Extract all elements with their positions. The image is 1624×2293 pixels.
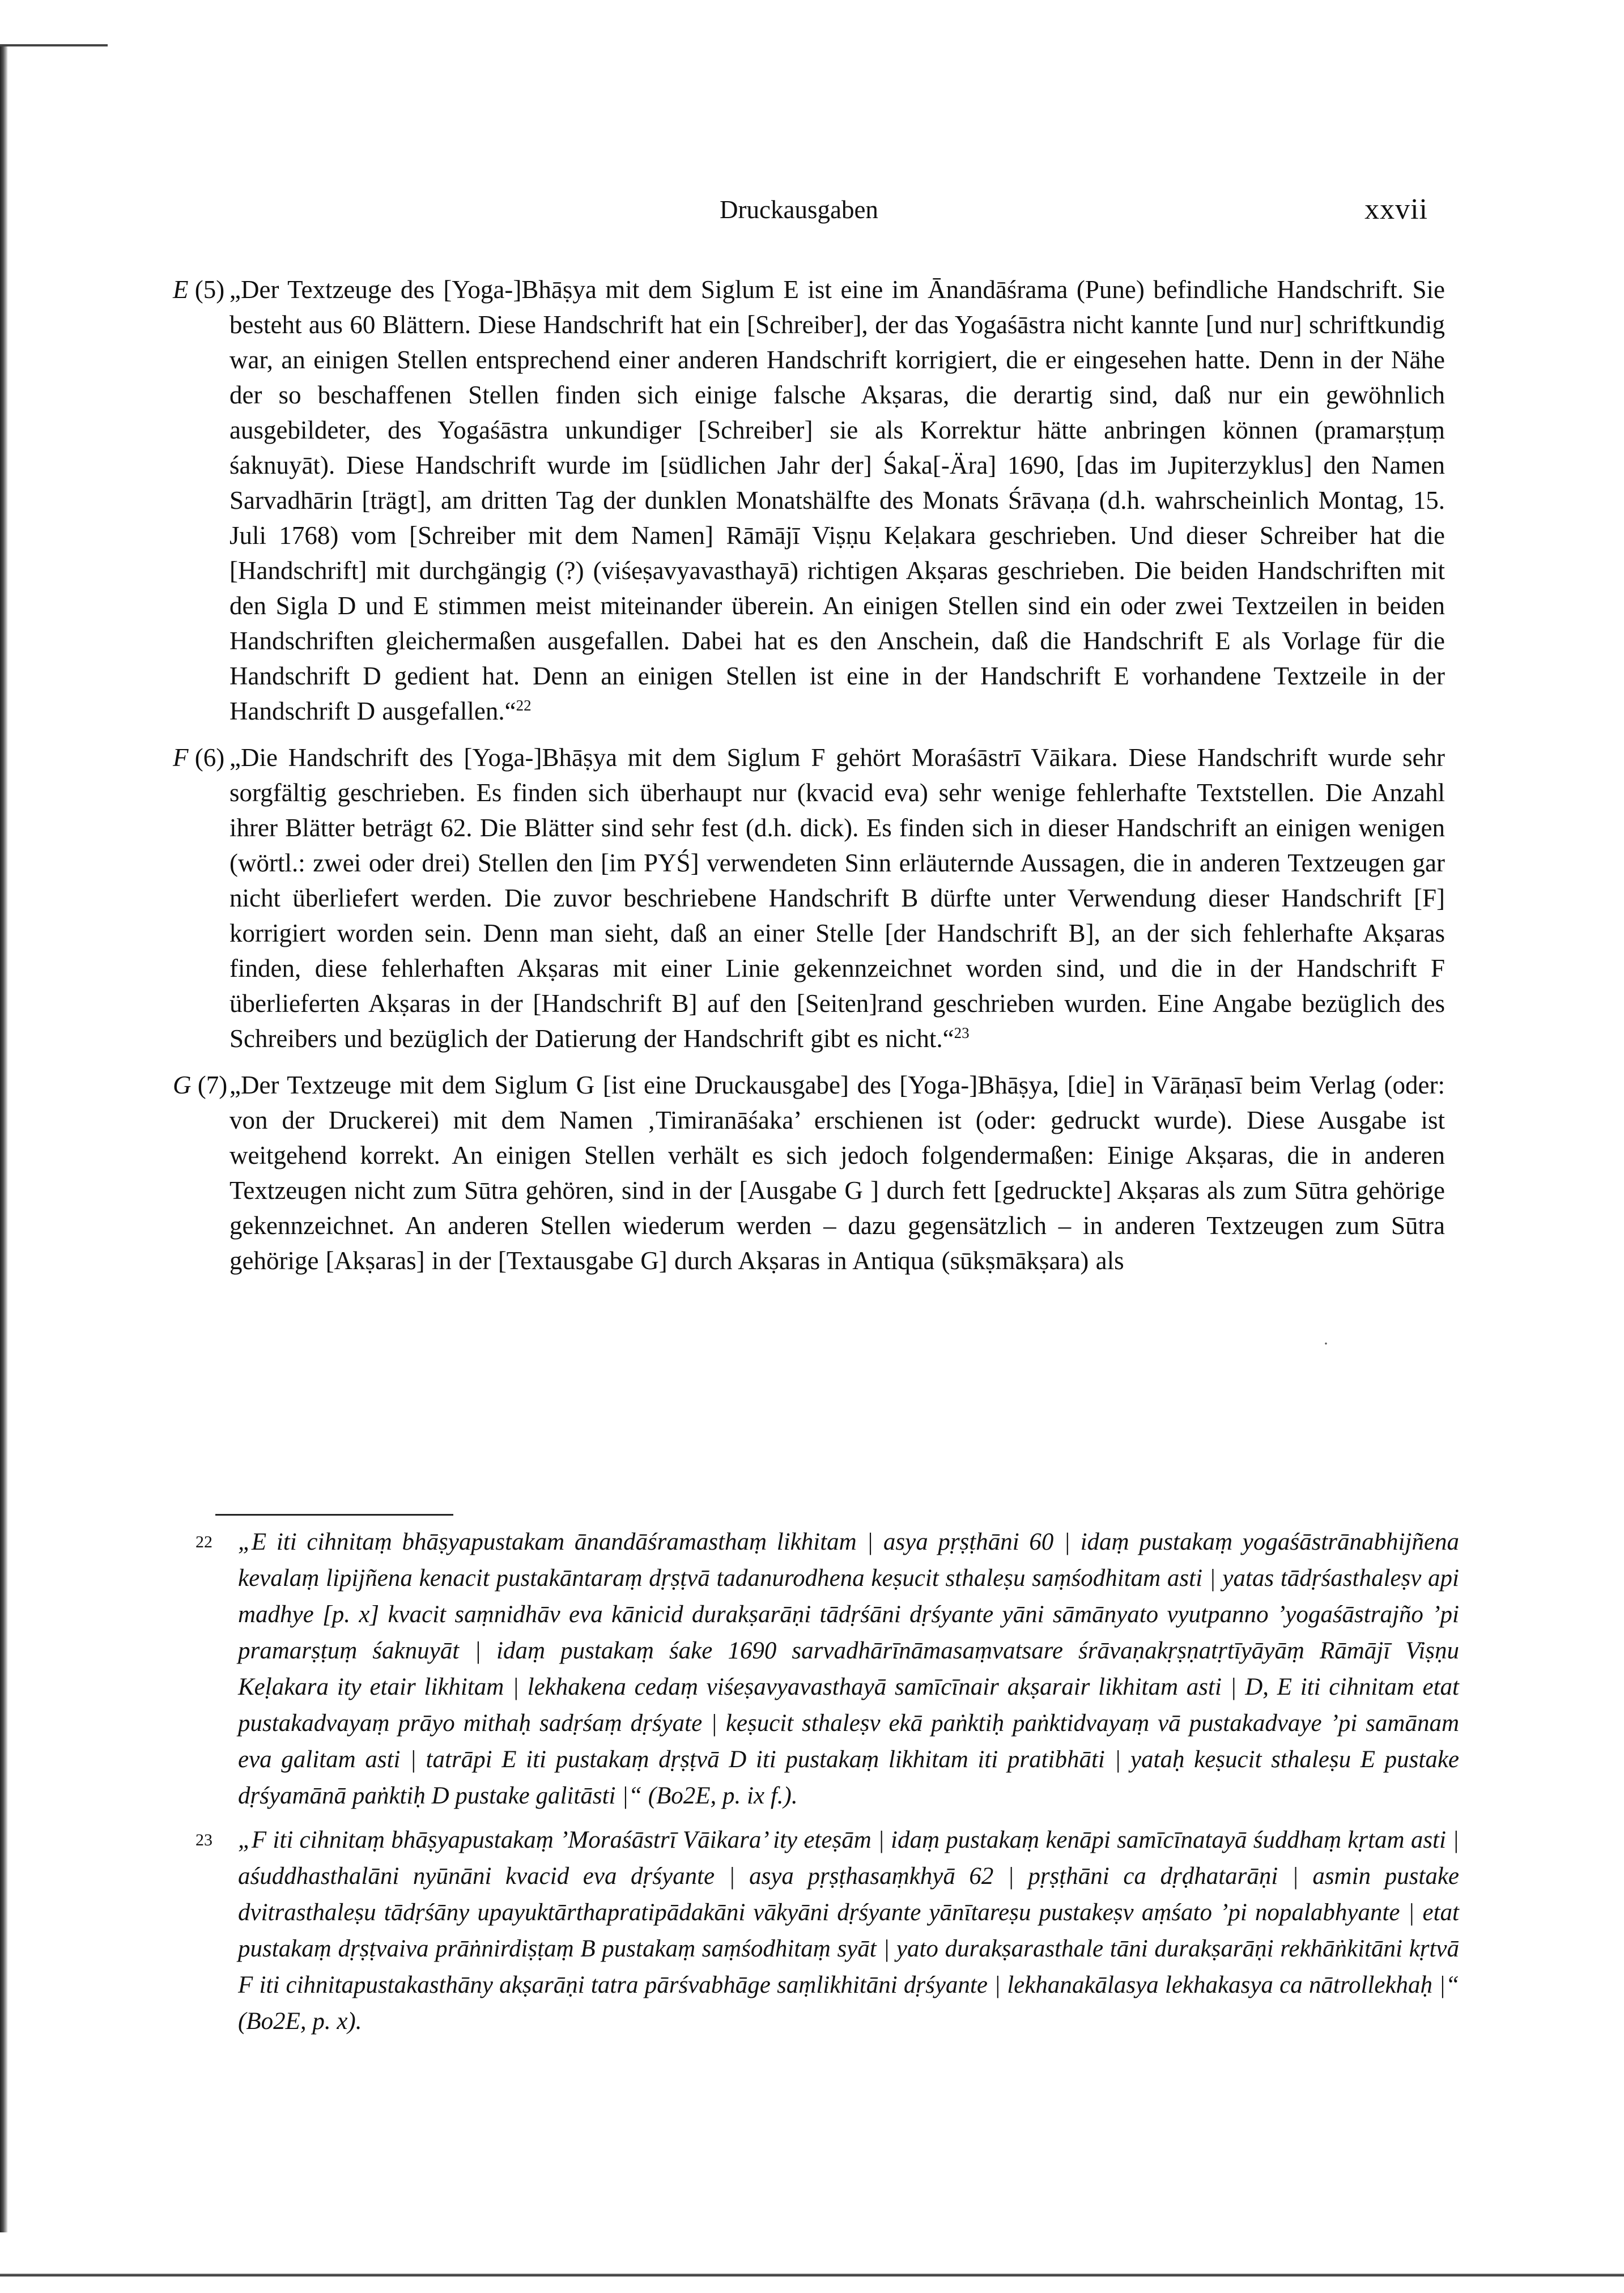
scan-speck: · xyxy=(1323,1334,1329,1353)
footnote-text: „F iti cihnitaṃ bhāṣyapustakaṃ ’Moraśāstrī Vāikara’ ity eteṣām | idaṃ pustakaṃ kenāpi samīcīnatayā śuddhaṃ kṛtam asti | aśuddhasthalāni nyūnāni kvacid eva dṛśyante | asya pṛṣṭhasaṃkhyā 62 | pṛṣṭhāni ca dṛḍhatarāṇi | asmin pustake dvitrasthaleṣu tādṛśāny upayuktārthapratipādakāni vākyāni dṛśyante yānītareṣu pustakeṣv aṃśato ’pi nopalabhyante | etat pustakaṃ dṛṣṭvaiva prāṅnirdiṣṭaṃ B pustakaṃ saṃśodhitaṃ syāt | yato durakṣarasthale tāni durakṣarāṇi rekhāṅkitāni kṛtvā F iti cihnitapustakasthāny akṣarāṇi tatra pārśvabhāge saṃlikhitāni dṛśyante | lekhanakālasya lekhakasya ca nātrollekhaḥ |“ (Bo2E, p. x). xyxy=(238,1827,1459,2035)
footnote-separator xyxy=(215,1514,453,1516)
entry-g xyxy=(173,1067,1445,1278)
entry-body: „Der Textzeuge mit dem Siglum G [ist eine Druckausgabe] des [Yoga-]Bhāṣya, [die] in Vārāṇasī beim Verlag (oder: von der Druckerei) mit dem Namen ‚Timiranāśaka’ erschienen ist (oder: gedruckt wurde). Diese Ausgabe ist weitgehend korrekt. An einigen Stellen verhält es sich jedoch folgendermaßen: Einige Akṣaras, die in anderen Textzeugen nicht zum Sūtra gehören, sind in der [Ausgabe G ] durch fett [gedruckte] Akṣaras als zum Sūtra gehörige gekennzeichnet. An anderen Stellen wiederum werden – dazu gegensätzlich – in anderen Textzeugen zum Sūtra gehörige [Akṣaras] in der [Textausgabe G] durch Akṣaras in Antiqua (sūkṣmākṣara) als xyxy=(229,1071,1445,1275)
siglum-letter: G xyxy=(173,1071,192,1099)
footnote-text: „E iti cihnitaṃ bhāṣyapustakam ānandāśramasthaṃ likhitam | asya pṛṣṭhāni 60 | idaṃ pustakaṃ yogaśāstrānabhijñena kevalaṃ lipijñena kenacit pustakāntaraṃ dṛṣṭvā tadanurodhena keṣucit sthaleṣu saṃśodhitam asti | yatas tādṛśasthaleṣv api madhye [p. x] kvacit saṃnidhāv eva kānicid durakṣarāṇi tādṛśāni dṛśyante yāni sāmānyato vyutpanno ’yogaśāstrajño ’pi pramarṣṭuṃ śaknuyāt | idaṃ pustakaṃ śake 1690 sarvadhārīnāmasaṃvatsare śrāvaṇakṛṣṇatṛtīyāyāṃ Rāmājī Viṣṇu Keḷakara ity etair likhitam | lekhakena cedaṃ viśeṣavyavasthayā samīcīnair akṣarair likhitam asti | D, E iti cihnitam etat pustakadvayaṃ prāyo mithaḥ sadṛśaṃ dṛśyate | keṣucit sthaleṣv ekā paṅktiḥ paṅktidvayaṃ vā pustakadvaye ’pi samānam eva galitam asti | tatrāpi E iti pustakaṃ dṛṣṭvā D iti pustakaṃ likhitam iti pratibhāti | yataḥ keṣucit sthaleṣu E pustake dṛśyamānā paṅktiḥ D pustake galitāsti |“ (Bo2E, p. ix f.). xyxy=(238,1529,1459,1809)
entry-text xyxy=(229,740,1445,1056)
siglum-label xyxy=(173,740,224,775)
entry-body: „Die Handschrift des [Yoga-]Bhāṣya mit dem Siglum F gehört Moraśāstrī Vāikara. Diese Handschrift wurde sehr sorgfältig geschrieben. Es finden sich überhaupt nur (kvacid eva) sehr wenige fehlerhafte Textstellen. Die Anzahl ihrer Blätter beträgt 62. Die Blätter sind sehr fest (d.h. dick). Es finden sich in dieser Handschrift an einigen wenigen (wörtl.: zwei oder drei) Stellen den [im PYŚ] verwendeten Sinn erläuternde Aussagen, die in anderen Textzeugen gar nicht überliefert werden. Die zuvor beschriebene Handschrift B dürfte unter Verwendung dieser Handschrift [F] korrigiert worden sein. Denn man sieht, daß an einer Stelle [der Handschrift B], an der sich fehlerhafte Akṣaras finden, diese fehlerhaften Akṣaras mit einer Linie gekennzeichnet worden sind, und die in der Handschrift F überlieferten Akṣaras in der [Handschrift B] auf den [Seiten]rand geschrieben wurden. Eine Angabe bezüglich des Schreibers und bezüglich der Datierung der Handschrift gibt es nicht.“ xyxy=(229,743,1445,1053)
siglum-label xyxy=(173,1067,227,1103)
entry-number: (7) xyxy=(197,1071,228,1099)
scan-left-edge xyxy=(0,45,8,2232)
siglum-letter: E xyxy=(173,275,189,304)
entry-f xyxy=(173,740,1445,1056)
entry-text xyxy=(229,1067,1445,1278)
entry-e xyxy=(173,272,1445,729)
footnotes xyxy=(195,1524,1459,2048)
siglum-letter: F xyxy=(173,743,189,772)
siglum-label xyxy=(173,272,224,307)
footnote-number: 23 xyxy=(195,1831,212,1849)
footnote-reference[interactable]: 23 xyxy=(954,1024,970,1041)
footnote-23 xyxy=(195,1822,1459,2040)
scan-bottom-edge xyxy=(0,2273,1624,2277)
page-number: xxvii xyxy=(1364,193,1428,226)
page-header xyxy=(170,190,1428,235)
footnote-number: 22 xyxy=(195,1533,212,1551)
entry-number: (6) xyxy=(194,743,225,772)
entry-text xyxy=(229,272,1445,729)
entry-body: „Der Textzeuge des [Yoga-]Bhāṣya mit dem Siglum E ist eine im Ānandāśrama (Pune) befindliche Handschrift. Sie besteht aus 60 Blättern. Diese Handschrift hat ein [Schreiber], der das Yogaśāstra nicht kannte [und nur] schriftkundig war, an einigen Stellen entsprechend einer anderen Handschrift korrigiert, die er eingesehen hatte. Denn in der Nähe der so beschaffenen Stellen finden sich einige falsche Akṣaras, die derartig sind, daß nur ein gewöhnlich ausgebildeter, des Yogaśāstra unkundiger [Schreiber] sie als Korrektur hätte anbringen können (pramarṣṭuṃ śaknuyāt). Diese Handschrift wurde im [südlichen Jahr der] Śaka[-Ära] 1690, [das im Jupiterzyklus] den Namen Sarvadhārin [trägt], am dritten Tag der dunklen Monatshälfte des Monats Śrāvaṇa (d.h. wahrscheinlich Montag, 15. Juli 1768) vom [Schreiber mit dem Namen] Rāmājī Viṣṇu Keḷakara geschrieben. Und dieser Schreiber hat die [Handschrift] mit durchgängig (?) (viśeṣavyavasthayā) richtigen Akṣaras geschrieben. Die beiden Handschriften mit den Sigla D und E stimmen meist miteinander überein. An einigen Stellen sind ein oder zwei Textzeilen in beiden Handschriften gleichermaßen ausgefallen. Dabei hat es den Anschein, daß die Handschrift E als Vorlage für die Handschrift D gedient hat. Denn an einigen Stellen ist eine in der Handschrift E vorhandene Textzeile in der Handschrift D ausgefallen.“ xyxy=(229,275,1445,725)
footnote-reference[interactable]: 22 xyxy=(516,697,532,714)
entry-number: (5) xyxy=(194,275,225,304)
running-head: Druckausgaben xyxy=(720,195,878,224)
scan-top-mark xyxy=(0,44,108,46)
footnote-22 xyxy=(195,1524,1459,1814)
manuscript-entries xyxy=(173,272,1445,1290)
